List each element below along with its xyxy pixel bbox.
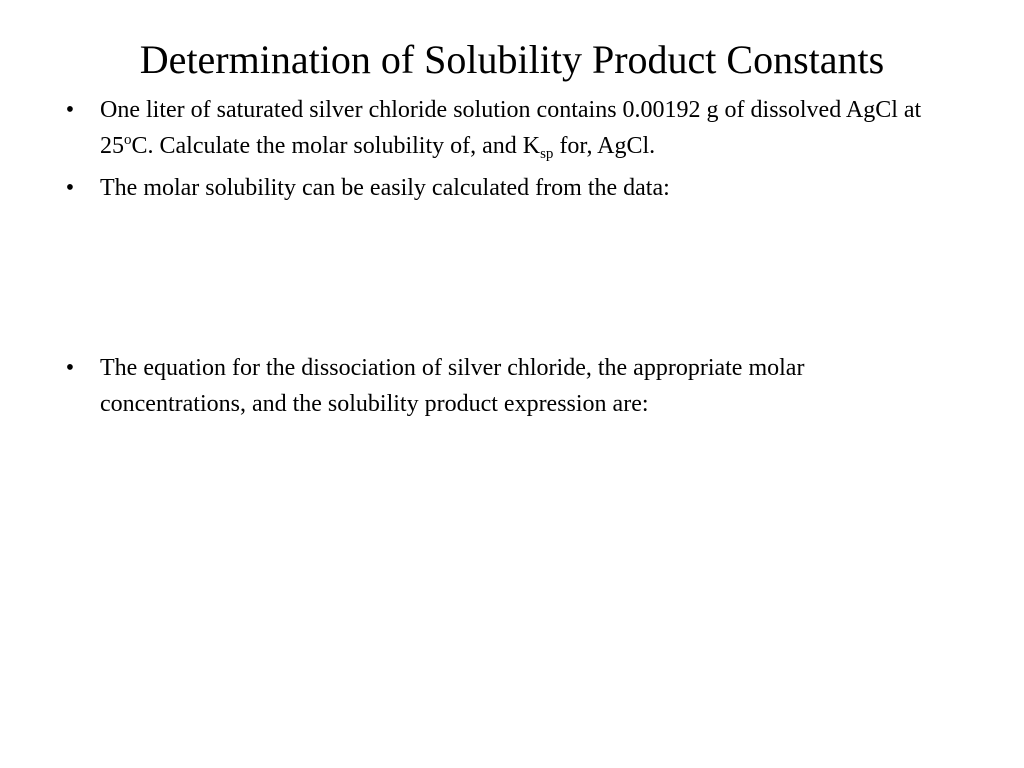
- bullet-icon: •: [65, 97, 75, 123]
- bullet-icon: •: [65, 175, 75, 201]
- bullet-item-molar-solubility: [60, 170, 950, 206]
- bullet-text-part: for, AgCl.: [553, 133, 656, 159]
- bullet-icon: •: [65, 355, 75, 381]
- bullet-text: The equation for the dissociation of silver chloride, the appropriate molar concentrations, and the solubility product expression are:: [100, 355, 805, 417]
- bullet-text: The molar solubility can be easily calculated from the data:: [100, 175, 670, 201]
- bullet-list: [60, 92, 950, 422]
- bullet-text-part: C. Calculate the molar solubility of, and K: [131, 133, 541, 159]
- bullet-text-part: One liter of saturated silver chloride solution contains 0.00192 g of dissolved AgCl at 25: [100, 97, 922, 159]
- bullet-item-problem-statement: [60, 92, 950, 164]
- degree-superscript: o: [124, 132, 132, 148]
- ksp-subscript: sp: [540, 146, 554, 162]
- bullet-item-dissociation-equation: [60, 350, 950, 422]
- slide-title: Determination of Solubility Product Constants: [139, 37, 885, 82]
